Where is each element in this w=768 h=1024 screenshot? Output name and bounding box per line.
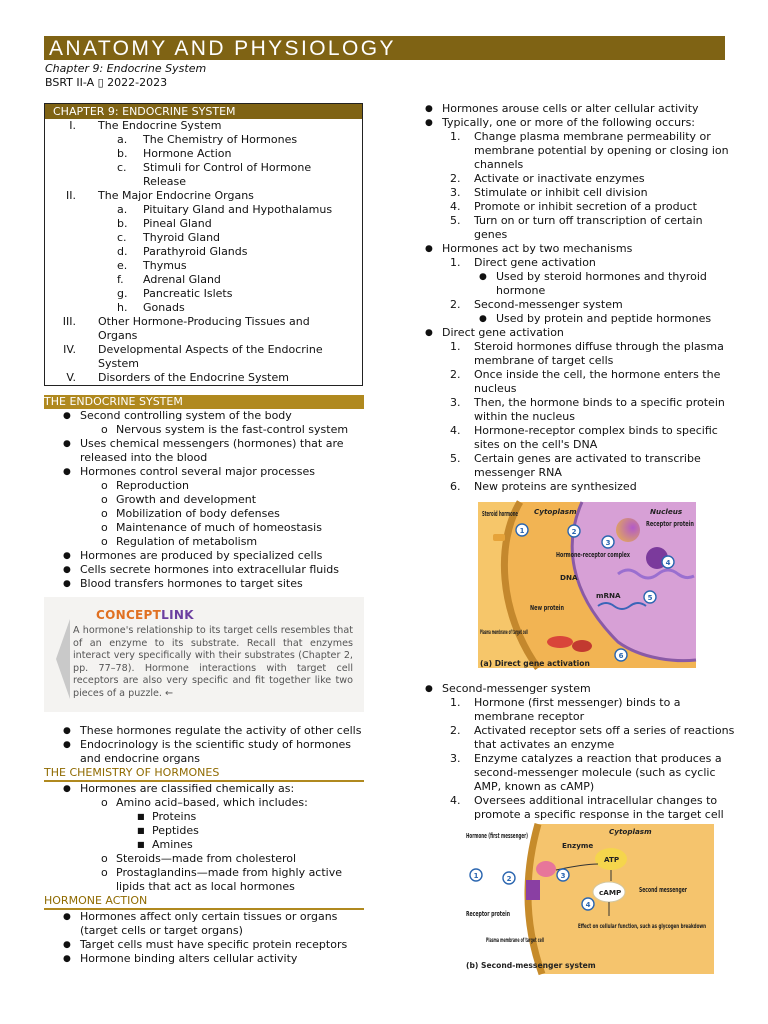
chapter-subtitle: Chapter 9: Endocrine System xyxy=(45,62,207,75)
toc-text: Stimuli for Control of Hormone Release xyxy=(143,161,312,188)
numbered-item-text: Turn on or turn off transcription of certain genes xyxy=(474,214,703,241)
table-of-contents xyxy=(44,103,363,386)
list-item: ● Second controlling system of the body xyxy=(63,409,292,422)
list-item-text: Endocrinology is the scientific study of hormones and endocrine organs xyxy=(80,738,352,765)
toc-item xyxy=(45,119,362,133)
conceptlink-label-b: LINK xyxy=(161,608,194,622)
numbered-item-text: Activate or inactivate enzymes xyxy=(474,172,645,185)
toc-num: V. xyxy=(66,371,76,384)
list-item-text: Prostaglandins—made from highly active lipids that act as local hormones xyxy=(116,866,343,893)
numbered-item-text: Stimulate or inhibit cell division xyxy=(474,186,648,199)
toc-item xyxy=(45,217,362,231)
list-item: ● Used by steroid hormones and thyroid hormone xyxy=(479,270,707,297)
numbered-item: 1. Steroid hormones diffuse through the plasma membrane of target cells xyxy=(450,340,724,367)
list-item: ● Direct gene activation xyxy=(425,326,564,339)
section-heading-chemistry: THE CHEMISTRY OF HORMONES xyxy=(44,766,364,782)
toc-text: The Major Endocrine Organs xyxy=(98,189,254,202)
fig-b-enzyme-shape xyxy=(536,861,556,877)
numbered-item: 3. Enzyme catalyzes a reaction that produces a second-messenger molecule (such as cyclic AMP, known as cAMP) xyxy=(450,752,722,793)
conceptlink-box xyxy=(44,597,364,712)
numbered-item: 6. New proteins are synthesized xyxy=(450,480,637,493)
conceptlink-arrow-icon xyxy=(56,619,70,699)
list-item: ● Typically, one or more of the following occurs: xyxy=(425,116,696,129)
list-item: ■ Proteins xyxy=(137,810,197,823)
numbered-item-text: Second-messenger system xyxy=(474,298,623,311)
list-item-text: Blood transfers hormones to target sites xyxy=(80,577,303,590)
fig-a-step-6: 6 xyxy=(618,652,624,660)
fig-b-label-membrane: Plasma membrane of target cell xyxy=(486,936,544,944)
numbered-item: 4. Hormone-receptor complex binds to specific sites on the cell's DNA xyxy=(450,424,718,451)
fig-b-label-second: Second messenger xyxy=(639,885,688,894)
list-item: o Reproduction xyxy=(101,479,189,492)
fig-a-step-5: 5 xyxy=(647,594,653,602)
section-heading-action: HORMONE ACTION xyxy=(44,894,364,910)
toc-text: Pancreatic Islets xyxy=(143,287,233,300)
list-item: o Amino acid–based, which includes: xyxy=(101,796,308,809)
toc-num: h. xyxy=(117,301,128,314)
numbered-item: 2. Once inside the cell, the hormone enters the nucleus xyxy=(450,368,721,395)
toc-item xyxy=(45,133,362,147)
list-item-text: Steroids—made from cholesterol xyxy=(116,852,297,865)
numbered-item-text: Enzyme catalyzes a reaction that produces a second-messenger molecule (such as cyclic AMP, known as cAMP) xyxy=(474,752,722,793)
toc-item xyxy=(45,245,362,259)
fig-a-label-receptor: Receptor protein xyxy=(646,519,694,528)
list-item: o Prostaglandins—made from highly active lipids that act as local hormones xyxy=(101,866,343,893)
numbered-item-text: Hormone-receptor complex binds to specific sites on the cell's DNA xyxy=(474,424,718,451)
numbered-item: 1. Direct gene activation xyxy=(450,256,596,269)
fig-b-step-3: 3 xyxy=(560,872,566,880)
list-item: ● Hormones are classified chemically as: xyxy=(63,782,295,795)
fig-b-step-2: 2 xyxy=(506,875,512,883)
fig-a-label-mrna: mRNA xyxy=(596,591,621,600)
fig-b-step-4: 4 xyxy=(585,901,591,909)
toc-num: I. xyxy=(69,119,76,132)
left-column xyxy=(44,103,364,966)
toc-item xyxy=(45,301,362,315)
fig-b-label-receptor: Receptor protein xyxy=(466,909,510,918)
toc-text: Gonads xyxy=(143,301,185,314)
numbered-item-text: New proteins are synthesized xyxy=(474,480,637,493)
list-item: o Nervous system is the fast-control system xyxy=(101,423,349,436)
conceptlink-label-a: CONCEPT xyxy=(96,608,162,622)
fig-b-label-effect: Effect on cellular function, such as glycogen breakdown xyxy=(578,922,707,930)
fig-a-protein-shape-1 xyxy=(547,636,573,648)
toc-num: IV. xyxy=(63,343,76,356)
list-item: ● These hormones regulate the activity of other cells xyxy=(63,724,362,737)
list-item-text: These hormones regulate the activity of other cells xyxy=(80,724,362,737)
toc-num: g. xyxy=(117,287,128,300)
list-item-text: Target cells must have specific protein receptors xyxy=(80,938,348,951)
title-banner xyxy=(44,36,725,60)
fig-a-step-1: 1 xyxy=(519,527,525,535)
fig-a-label-nucleus: Nucleus xyxy=(650,507,683,516)
figure-b-svg xyxy=(464,824,714,974)
fig-b-label-enzyme: Enzyme xyxy=(562,841,594,850)
numbered-item: 3. Stimulate or inhibit cell division xyxy=(450,186,648,199)
toc-text: The Endocrine System xyxy=(98,119,222,132)
numbered-item-text: Then, the hormone binds to a specific protein within the nucleus xyxy=(474,396,725,423)
fig-a-label-complex: Hormone-receptor complex xyxy=(556,550,631,559)
toc-item xyxy=(45,315,362,343)
figure-direct-gene-activation xyxy=(478,502,735,668)
fig-a-step-3: 3 xyxy=(605,539,611,547)
fig-b-label-cytoplasm: Cytoplasm xyxy=(609,827,652,836)
toc-num: d. xyxy=(117,245,128,258)
fig-b-label-atp: ATP xyxy=(604,855,620,864)
toc-text: Parathyroid Glands xyxy=(143,245,248,258)
fig-b-label-hormone: Hormone (first messenger) xyxy=(466,831,528,840)
numbered-item: 3. Then, the hormone binds to a specific protein within the nucleus xyxy=(450,396,725,423)
page-title: ANATOMY AND PHYSIOLOGY xyxy=(49,37,396,60)
list-item-text: Uses chemical messengers (hormones) that are released into the blood xyxy=(80,437,344,464)
list-item-text: Hormones are classified chemically as: xyxy=(80,782,295,795)
conceptlink-text: A hormone's relationship to its target cells resembles that of an enzyme to its substrate. Recall that enzymes interact very specifically with their substrates (Chapter 2, pp. 77–78). Hormone interactions with target cell receptors are also very specific and fit together like two pieces of a puzzle. ← xyxy=(73,625,353,699)
list-item-text: Second-messenger system xyxy=(442,682,591,695)
toc-num: a. xyxy=(117,133,128,146)
list-item-text: Hormones act by two mechanisms xyxy=(442,242,633,255)
fig-a-caption: (a) Direct gene activation xyxy=(480,659,590,668)
toc-num: c. xyxy=(117,161,127,174)
fig-a-receptor-shape xyxy=(616,518,640,542)
numbered-item-text: Change plasma membrane permeability or membrane potential by opening or closing ion channels xyxy=(474,130,729,171)
toc-text: Developmental Aspects of the Endocrine System xyxy=(98,343,323,370)
toc-item xyxy=(45,259,362,273)
toc-num: b. xyxy=(117,147,128,160)
list-item: ● Used by protein and peptide hormones xyxy=(479,312,712,325)
toc-item xyxy=(45,231,362,245)
list-item-text: Hormones control several major processes xyxy=(80,465,315,478)
list-item: ● Hormones arouse cells or alter cellular activity xyxy=(425,102,699,115)
list-item-text: Mobilization of body defenses xyxy=(116,507,280,520)
list-item-text: Hormones arouse cells or alter cellular activity xyxy=(442,102,699,115)
list-item-text: Hormones affect only certain tissues or organs (target cells or target organs) xyxy=(80,910,338,937)
fig-a-label-membrane: Plasma membrane of target cell xyxy=(480,628,528,636)
list-item-text: Used by steroid hormones and thyroid hormone xyxy=(496,270,707,297)
fig-b-receptor-shape xyxy=(526,880,540,900)
list-item-text: Proteins xyxy=(152,810,197,823)
fig-b-step-1: 1 xyxy=(473,872,479,880)
fig-a-hormone-shape xyxy=(493,534,505,541)
fig-a-step-4: 4 xyxy=(665,559,671,567)
toc-text: Adrenal Gland xyxy=(143,273,221,286)
list-item-text: Amines xyxy=(152,838,193,851)
fig-a-step-2: 2 xyxy=(571,528,577,536)
list-item-text: Hormones are produced by specialized cells xyxy=(80,549,323,562)
numbered-item-text: Once inside the cell, the hormone enters the nucleus xyxy=(474,368,721,395)
numbered-item-text: Hormone (first messenger) binds to a membrane receptor xyxy=(474,696,681,723)
list-item: ● Blood transfers hormones to target sites xyxy=(63,577,303,590)
toc-num: a. xyxy=(117,203,128,216)
list-item: ■ Amines xyxy=(137,838,193,851)
numbered-item: 2. Activate or inactivate enzymes xyxy=(450,172,645,185)
list-item-text: Reproduction xyxy=(116,479,189,492)
list-item: o Mobilization of body defenses xyxy=(101,507,280,520)
list-item: o Maintenance of much of homeostasis xyxy=(101,521,322,534)
toc-text: The Chemistry of Hormones xyxy=(143,133,298,146)
list-item-text: Amino acid–based, which includes: xyxy=(116,796,308,809)
list-item-text: Second controlling system of the body xyxy=(80,409,292,422)
figure-a-svg xyxy=(478,502,696,668)
toc-item xyxy=(45,203,362,217)
fig-a-protein-shape-2 xyxy=(572,640,592,652)
toc-text: Other Hormone-Producing Tissues and Organs xyxy=(98,315,310,342)
right-column xyxy=(420,102,735,974)
list-item: o Growth and development xyxy=(101,493,257,506)
list-item-text: Cells secrete hormones into extracellular fluids xyxy=(80,563,340,576)
toc-item xyxy=(45,273,362,287)
list-item: ● Endocrinology is the scientific study of hormones and endocrine organs xyxy=(63,738,352,765)
list-item: ● Hormones are produced by specialized cells xyxy=(63,549,323,562)
toc-text: Hormone Action xyxy=(143,147,232,160)
fig-b-label-camp: cAMP xyxy=(599,888,622,897)
fig-a-label-cytoplasm: Cytoplasm xyxy=(534,507,577,516)
numbered-item: 5. Certain genes are activated to transcribe messenger RNA xyxy=(450,452,701,479)
list-item-text: Used by protein and peptide hormones xyxy=(496,312,712,325)
list-item-text: Nervous system is the fast-control system xyxy=(116,423,349,436)
list-item-text: Typically, one or more of the following occurs: xyxy=(442,116,696,129)
list-item: ● Uses chemical messengers (hormones) that are released into the blood xyxy=(63,437,344,464)
fig-a-label-steroid: Steroid hormone xyxy=(482,509,519,518)
conceptlink-label xyxy=(96,608,194,622)
toc-heading: CHAPTER 9: ENDOCRINE SYSTEM xyxy=(45,104,362,119)
toc-num: c. xyxy=(117,231,127,244)
list-item: ● Hormones control several major processes xyxy=(63,465,315,478)
toc-item xyxy=(45,189,362,203)
numbered-item-text: Direct gene activation xyxy=(474,256,596,269)
class-line: BSRT II-A ▯ 2022-2023 xyxy=(45,76,168,89)
list-item: ● Hormones act by two mechanisms xyxy=(425,242,633,255)
toc-num: II. xyxy=(66,189,76,202)
toc-text: Pituitary Gland and Hypothalamus xyxy=(143,203,333,216)
toc-text: Disorders of the Endocrine System xyxy=(98,371,289,384)
fig-a-label-dna: DNA xyxy=(560,573,578,582)
list-item: ■ Peptides xyxy=(137,824,199,837)
numbered-item-text: Steroid hormones diffuse through the plasma membrane of target cells xyxy=(474,340,724,367)
toc-item xyxy=(45,371,362,385)
numbered-item: 5. Turn on or turn off transcription of certain genes xyxy=(450,214,703,241)
numbered-item-text: Activated receptor sets off a series of reactions that activates an enzyme xyxy=(474,724,735,751)
list-item: ● Second-messenger system xyxy=(425,682,591,695)
numbered-item-text: Promote or inhibit secretion of a product xyxy=(474,200,697,213)
toc-item xyxy=(45,343,362,371)
toc-num: f. xyxy=(117,273,124,286)
section-heading-endocrine: THE ENDOCRINE SYSTEM xyxy=(44,395,364,409)
list-item-text: Direct gene activation xyxy=(442,326,564,339)
toc-num: III. xyxy=(62,315,76,328)
list-item-text: Regulation of metabolism xyxy=(116,535,258,548)
toc-text: Thyroid Gland xyxy=(143,231,221,244)
list-item: ● Target cells must have specific protein receptors xyxy=(63,938,348,951)
list-item: ● Hormone binding alters cellular activity xyxy=(63,952,298,965)
numbered-item: 1. Hormone (first messenger) binds to a membrane receptor xyxy=(450,696,681,723)
list-item-text: Hormone binding alters cellular activity xyxy=(80,952,298,965)
fig-b-caption: (b) Second-messenger system xyxy=(466,961,596,970)
toc-text: Pineal Gland xyxy=(143,217,212,230)
numbered-item: 4. Oversees additional intracellular changes to promote a specific response in the target cell xyxy=(450,794,724,821)
numbered-item: 4. Promote or inhibit secretion of a product xyxy=(450,200,697,213)
numbered-item: 1. Change plasma membrane permeability or membrane potential by opening or closing ion channels xyxy=(450,130,729,171)
list-item: ● Hormones affect only certain tissues or organs (target cells or target organs) xyxy=(63,910,338,937)
list-item: o Steroids—made from cholesterol xyxy=(101,852,297,865)
list-item: ● Cells secrete hormones into extracellular fluids xyxy=(63,563,340,576)
numbered-item-text: Certain genes are activated to transcribe messenger RNA xyxy=(474,452,701,479)
toc-item xyxy=(45,287,362,301)
toc-text: Thymus xyxy=(143,259,187,272)
toc-num: b. xyxy=(117,217,128,230)
list-item: o Regulation of metabolism xyxy=(101,535,258,548)
list-item-text: Peptides xyxy=(152,824,199,837)
list-item-text: Growth and development xyxy=(116,493,257,506)
toc-item xyxy=(45,147,362,161)
numbered-item: 2. Activated receptor sets off a series of reactions that activates an enzyme xyxy=(450,724,735,751)
toc-item xyxy=(45,161,362,189)
toc-num: e. xyxy=(117,259,128,272)
numbered-item-text: Oversees additional intracellular changes to promote a specific response in the target cell xyxy=(474,794,724,821)
fig-a-label-newprotein: New protein xyxy=(530,603,564,612)
figure-second-messenger xyxy=(464,824,735,974)
list-item-text: Maintenance of much of homeostasis xyxy=(116,521,322,534)
numbered-item: 2. Second-messenger system xyxy=(450,298,623,311)
